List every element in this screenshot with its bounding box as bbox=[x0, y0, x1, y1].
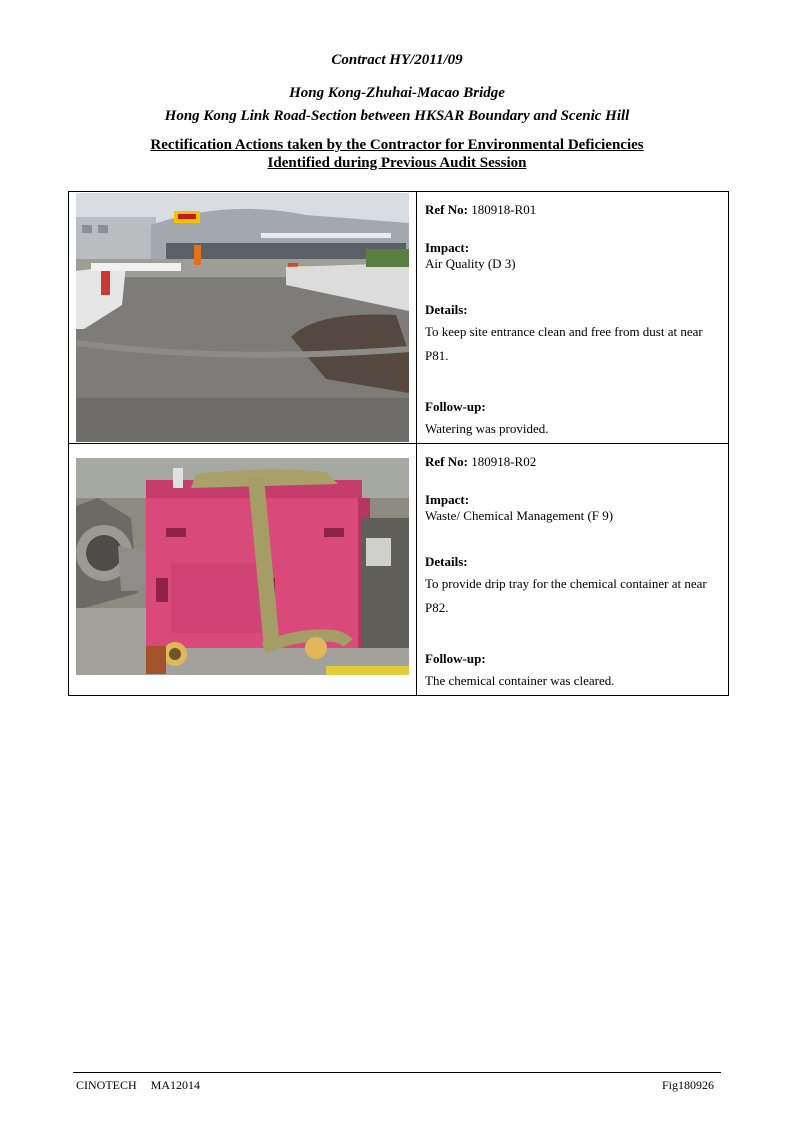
ref-number-line bbox=[425, 202, 720, 218]
footer-company: CINOTECH bbox=[76, 1078, 137, 1092]
followup-value: Watering was provided. bbox=[425, 421, 549, 436]
ref-number-label: Ref No: bbox=[425, 454, 468, 469]
impact-label: Impact: bbox=[425, 492, 470, 507]
followup-label: Follow-up: bbox=[425, 399, 486, 414]
record-row bbox=[69, 192, 729, 444]
record-row bbox=[69, 444, 729, 696]
impact-value: Waste/ Chemical Management (F 9) bbox=[425, 508, 614, 523]
footer-divider bbox=[73, 1072, 721, 1073]
rectification-table bbox=[68, 191, 729, 696]
ref-number-value: 180918-R01 bbox=[471, 202, 537, 217]
details-value: To keep site entrance clean and free from dust at near P81. bbox=[425, 324, 703, 363]
followup-label: Follow-up: bbox=[425, 651, 486, 666]
chemical-container-photo bbox=[76, 458, 409, 675]
details-label: Details: bbox=[425, 554, 468, 569]
document-title-line2: Identified during Previous Audit Session bbox=[267, 155, 527, 171]
footer-project-code: MA12014 bbox=[150, 1078, 201, 1092]
record-info-cell bbox=[417, 444, 729, 696]
ref-number-label: Ref No: bbox=[425, 202, 468, 217]
details-label: Details: bbox=[425, 302, 468, 317]
details-value: To provide drip tray for the chemical container at near P82. bbox=[425, 576, 707, 615]
footer-left bbox=[76, 1078, 200, 1093]
project-title-line1: Hong Kong-Zhuhai-Macao Bridge bbox=[289, 85, 505, 101]
contract-number: Contract HY/2011/09 bbox=[331, 52, 463, 68]
project-title-line2: Hong Kong Link Road-Section between HKSAR Boundary and Scenic Hill bbox=[164, 108, 630, 124]
impact-label: Impact: bbox=[425, 240, 470, 255]
ref-number-line bbox=[425, 454, 720, 470]
photo-cell bbox=[69, 192, 417, 444]
impact-value: Air Quality (D 3) bbox=[425, 256, 516, 271]
record-info-cell bbox=[417, 192, 729, 444]
document-title-line1: Rectification Actions taken by the Contractor for Environmental Deficiencies bbox=[150, 137, 644, 153]
photo-cell bbox=[69, 444, 417, 696]
ref-number-value: 180918-R02 bbox=[471, 454, 537, 469]
followup-value: The chemical container was cleared. bbox=[425, 673, 615, 688]
site-entrance-photo bbox=[76, 193, 409, 442]
footer-figure-number: Fig180926 bbox=[662, 1078, 715, 1092]
